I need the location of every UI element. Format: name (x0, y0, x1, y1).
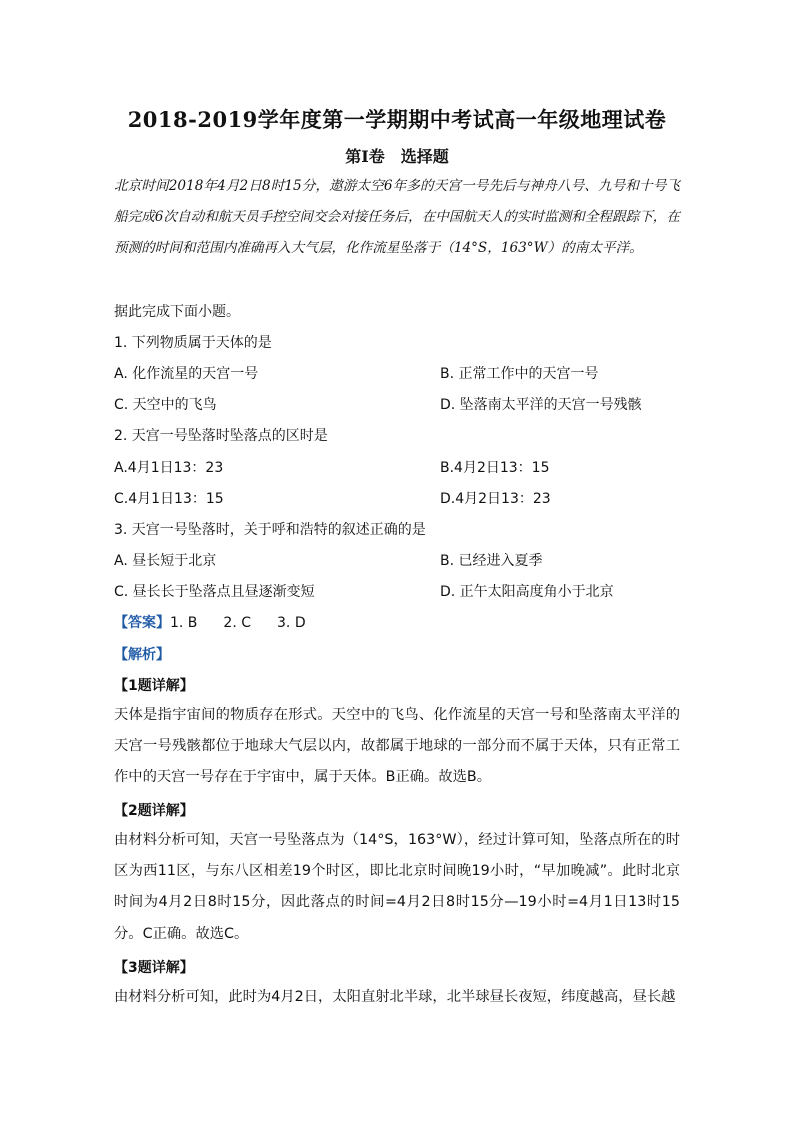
detail-1-text: 天体是指宇宙间的物质存在形式。天空中的飞鸟、化作流星的天宫一号和坠落南太平洋的天宫一号残骸都位于地球大气层以内，故都属于地球的一部分而不属于天体，只有正常工作中的天宫一号存在于宇宙中，属于天体。B正确。故选B。 (114, 707, 680, 786)
answer-values (170, 615, 332, 631)
detail-3-text: 由材料分析可知，此时为4月2日，太阳直射北半球，北半球昼长夜短，纬度越高，昼长越 (114, 989, 676, 1005)
exam-title: 2018-2019学年度第一学期期中考试高一年级地理试卷 (127, 107, 667, 132)
question-1-option-d: D. 坠落南太平洋的天宫一号残骸 (440, 397, 642, 413)
question-2-option-d: D.4月2日13：23 (440, 491, 551, 507)
answer-label: 【答案】 (114, 615, 170, 631)
detail-2-heading: 【2题详解】 (114, 803, 194, 819)
question-3-option-a: A. 昼长短于北京 (114, 553, 217, 569)
question-2-stem: 2. 天宫一号坠落时坠落点的区时是 (114, 428, 328, 444)
answer-value-1: 1. B (170, 615, 198, 631)
question-2-option-c: C.4月1日13：15 (114, 491, 224, 507)
detail-2-text: 由材料分析可知，天宫一号坠落点为（14°S，163°W），经过计算可知，坠落点所在的时区为西11区，与东八区相差19个时区，即比北京时间晚19小时，“早加晚减”。此时北京时间为4月2日8时15分，因此落点的时间=4月2日8时15分—19小时=4月1日13时15分。C正确。故选C。 (114, 832, 680, 942)
question-1-stem: 1. 下列物质属于天体的是 (114, 335, 272, 351)
detail-1-heading: 【1题详解】 (114, 678, 194, 694)
detail-3-heading: 【3题详解】 (114, 960, 194, 976)
answer-line (114, 612, 332, 632)
intro-paragraph: 北京时间2018年4月2日8时15分，遨游太空6年多的天宫一号先后与神舟八号、九号和十号飞船完成6次自动和航天员手控空间交会对接任务后，在中国航天人的实时监测和全程跟踪下，在预测的时间和范围内准确再入大气层，化作流星坠落于（14°S，163°W）的南太平洋。 (114, 178, 680, 256)
section-title: 第Ⅰ卷 选择题 (345, 147, 449, 166)
question-2-option-a: A.4月1日13：23 (114, 460, 224, 476)
question-1-option-c: C. 天空中的飞鸟 (114, 397, 217, 413)
question-1-option-a: A. 化作流星的天宫一号 (114, 366, 259, 382)
question-2-option-b: B.4月2日13：15 (440, 460, 550, 476)
answer-value-2: 2. C (223, 615, 252, 631)
question-3-stem: 3. 天宫一号坠落时，关于呼和浩特的叙述正确的是 (114, 522, 426, 538)
question-3-option-c: C. 昼长长于坠落点且昼逐渐变短 (114, 584, 315, 600)
question-3-option-b: B. 已经进入夏季 (440, 553, 543, 569)
question-1-option-b: B. 正常工作中的天宫一号 (440, 366, 599, 382)
analysis-label: 【解析】 (114, 647, 170, 663)
answer-value-3: 3. D (277, 615, 306, 631)
prompt-text: 据此完成下面小题。 (114, 304, 240, 320)
question-3-option-d: D. 正午太阳高度角小于北京 (440, 584, 614, 600)
